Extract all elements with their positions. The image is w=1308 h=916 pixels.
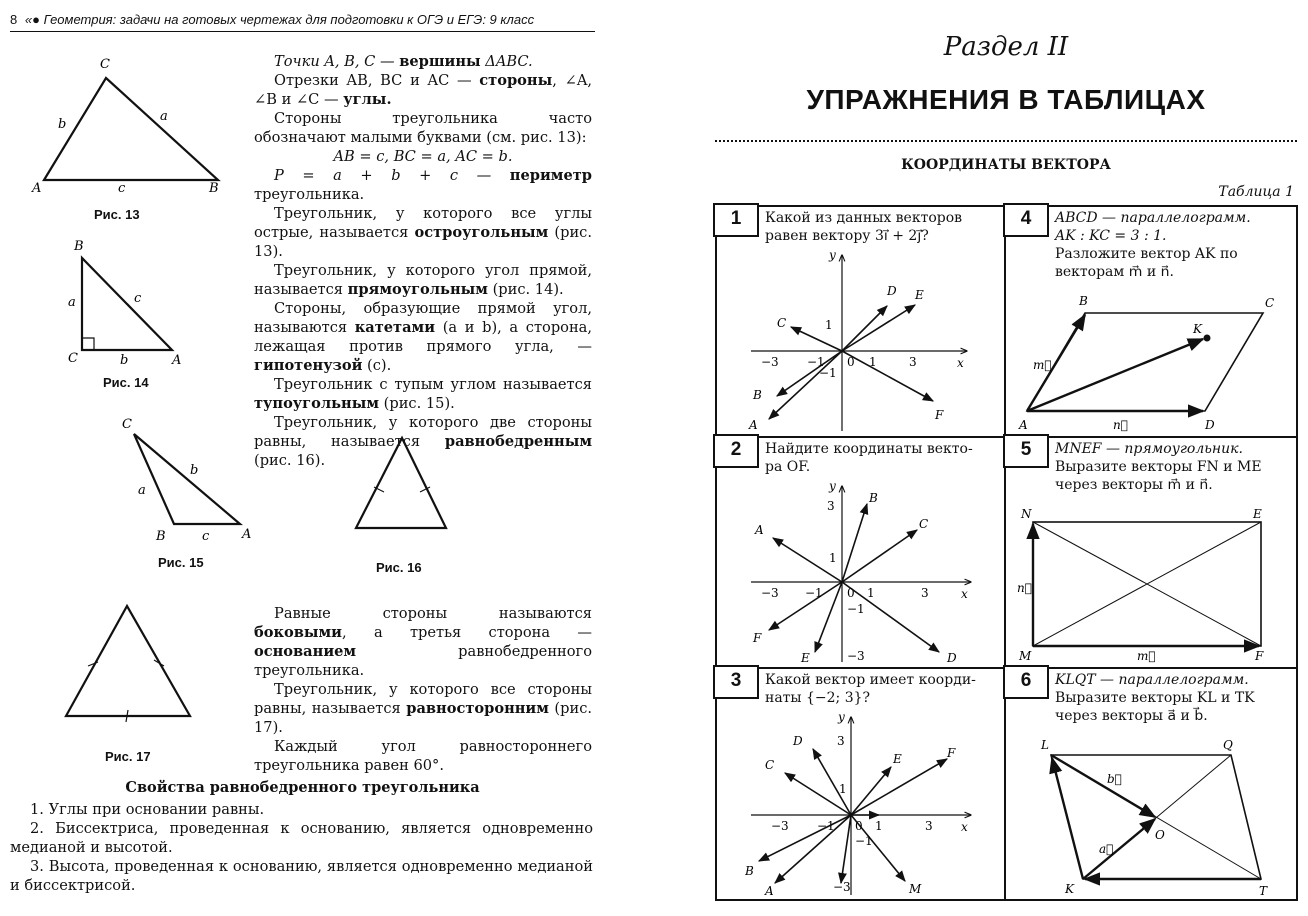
caption-fig17: Рис. 17 bbox=[105, 749, 151, 764]
caption-fig14: Рис. 14 bbox=[103, 375, 149, 390]
rectangle-figure-5 bbox=[1015, 504, 1290, 666]
svg-text:b⃗: b⃗ bbox=[1107, 772, 1122, 786]
figure-13 bbox=[28, 52, 228, 202]
svg-text:A: A bbox=[242, 527, 252, 542]
svg-text:B: B bbox=[156, 529, 166, 544]
table-label: Таблица 1 bbox=[1218, 184, 1294, 200]
svg-text:1: 1 bbox=[829, 551, 837, 565]
svg-text:D: D bbox=[1205, 418, 1215, 432]
svg-text:x: x bbox=[961, 587, 968, 601]
properties-title: Свойства равнобедренного треугольника bbox=[125, 779, 480, 796]
svg-text:a⃗: a⃗ bbox=[1099, 842, 1114, 856]
svg-text:−1: −1 bbox=[807, 355, 825, 369]
vertex-A: A bbox=[32, 181, 42, 196]
svg-text:O: O bbox=[1155, 828, 1165, 842]
svg-text:T: T bbox=[1259, 884, 1268, 898]
svg-text:D: D bbox=[887, 284, 897, 298]
svg-text:b: b bbox=[120, 353, 129, 368]
section-title: УПРАЖНЕНИЯ В ТАБЛИЦАХ bbox=[806, 84, 1206, 115]
svg-text:D: D bbox=[947, 651, 957, 665]
svg-text:C: C bbox=[777, 316, 787, 330]
svg-text:N: N bbox=[1021, 507, 1032, 521]
svg-text:n⃗: n⃗ bbox=[1017, 581, 1032, 595]
svg-text:0: 0 bbox=[847, 586, 855, 600]
list-item: 2. Биссектриса, проведенная к основанию, является одновременно медианой и высотой. bbox=[10, 820, 593, 856]
svg-text:−1: −1 bbox=[847, 602, 865, 616]
svg-text:1: 1 bbox=[825, 318, 833, 332]
svg-text:−3: −3 bbox=[833, 880, 851, 894]
list-item: 1. Углы при основании равны. bbox=[30, 801, 265, 818]
svg-text:1: 1 bbox=[839, 782, 847, 796]
svg-text:E: E bbox=[801, 651, 810, 665]
svg-text:F: F bbox=[1255, 649, 1264, 663]
svg-text:1: 1 bbox=[875, 819, 883, 833]
svg-text:−1: −1 bbox=[817, 819, 835, 833]
svg-text:B: B bbox=[869, 491, 878, 505]
svg-text:Q: Q bbox=[1223, 738, 1233, 752]
svg-text:E: E bbox=[893, 752, 902, 766]
svg-text:a: a bbox=[68, 295, 76, 310]
svg-text:1: 1 bbox=[869, 355, 877, 369]
vertex-C: C bbox=[100, 57, 110, 72]
table-subtitle: КООРДИНАТЫ ВЕКТОРА bbox=[901, 157, 1111, 173]
svg-text:C: C bbox=[1265, 296, 1275, 310]
svg-text:3: 3 bbox=[827, 499, 835, 513]
exercise-cell-6: 6 KLQT — параллелограмм. Выразите векторы KL и TK через векторы a⃗ и b⃗. L Q K T O b⃗ a⃗ bbox=[1005, 667, 1298, 901]
parallelogram-figure-4 bbox=[1015, 291, 1290, 435]
side-b: b bbox=[58, 117, 67, 132]
svg-text:1: 1 bbox=[867, 586, 875, 600]
svg-text:−3: −3 bbox=[771, 819, 789, 833]
svg-text:C: C bbox=[68, 351, 78, 366]
svg-text:x: x bbox=[957, 356, 964, 370]
vector-graph-2 bbox=[745, 480, 985, 665]
header-glyph: «● bbox=[24, 12, 40, 27]
svg-text:y: y bbox=[838, 711, 845, 724]
exercise-cell-4: 4 ABCD — параллелограмм. AK : KC = 3 : 1. Разложите вектор AK по векторам m⃗ и n⃗. A B C D K m⃗ n⃗ bbox=[1005, 205, 1298, 437]
svg-text:n⃗: n⃗ bbox=[1113, 418, 1128, 432]
svg-text:m⃗: m⃗ bbox=[1033, 358, 1052, 372]
svg-text:−1: −1 bbox=[805, 586, 823, 600]
svg-text:−3: −3 bbox=[847, 649, 865, 663]
svg-text:C: C bbox=[765, 758, 775, 772]
svg-text:y: y bbox=[829, 249, 836, 262]
page-number: 8 bbox=[10, 12, 18, 27]
svg-text:K: K bbox=[1065, 882, 1074, 896]
page-header bbox=[10, 12, 595, 32]
svg-text:B: B bbox=[745, 864, 754, 878]
svg-text:b: b bbox=[190, 463, 199, 478]
isosceles-definitions: Равные стороны называются боковыми, а третья сторона — основанием равнобедренного треугольника. Треугольник, у которого все стороны равны, называется равносторонним (рис. 17). Каждый угол равностороннего треугольника равен 60°. bbox=[254, 605, 593, 774]
exercise-cell-2: 2 Найдите координаты векто- ра OF. y x 3 1 −1 −3 0 1 3 −3 −1 B C A F E D bbox=[715, 436, 1005, 668]
svg-text:F: F bbox=[947, 746, 956, 760]
svg-text:3: 3 bbox=[921, 586, 929, 600]
side-c: c bbox=[118, 181, 126, 196]
vector-graph-1 bbox=[745, 249, 985, 434]
caption-fig13: Рис. 13 bbox=[94, 207, 140, 222]
svg-text:y: y bbox=[829, 480, 836, 493]
svg-text:B: B bbox=[1079, 294, 1088, 308]
svg-text:3: 3 bbox=[925, 819, 933, 833]
svg-text:0: 0 bbox=[855, 819, 863, 833]
figure-14 bbox=[62, 236, 192, 368]
svg-text:3: 3 bbox=[837, 734, 845, 748]
svg-text:A: A bbox=[172, 353, 182, 368]
svg-text:F: F bbox=[753, 631, 762, 645]
svg-text:M: M bbox=[909, 882, 922, 896]
figure-17 bbox=[58, 596, 204, 726]
side-a: a bbox=[160, 109, 168, 124]
svg-text:A: A bbox=[755, 523, 764, 537]
svg-text:E: E bbox=[1253, 507, 1262, 521]
book-title: Геометрия: задачи на готовых чертежах для подготовки к ОГЭ и ЕГЭ: 9 класс bbox=[43, 12, 535, 27]
svg-text:B: B bbox=[74, 239, 84, 254]
caption-fig16: Рис. 16 bbox=[376, 560, 422, 575]
svg-text:a: a bbox=[138, 483, 146, 498]
svg-text:M: M bbox=[1019, 649, 1032, 663]
svg-text:E: E bbox=[915, 288, 924, 302]
svg-text:A: A bbox=[1019, 418, 1028, 432]
parallelogram-figure-6 bbox=[1035, 735, 1291, 899]
exercise-cell-1: 1 Какой из данных векторов равен вектору 3i⃗ + 2j⃗? y x 1 −1 0 1 3 −3 −1 D E C B A F bbox=[715, 205, 1005, 437]
svg-text:C: C bbox=[122, 417, 132, 432]
caption-fig15: Рис. 15 bbox=[158, 555, 204, 570]
svg-text:L: L bbox=[1041, 738, 1049, 752]
svg-text:c: c bbox=[134, 291, 142, 306]
svg-text:−3: −3 bbox=[761, 355, 779, 369]
dotted-divider bbox=[715, 140, 1297, 142]
svg-text:−1: −1 bbox=[819, 366, 837, 380]
vector-graph-3 bbox=[745, 711, 985, 897]
svg-text:0: 0 bbox=[847, 355, 855, 369]
triangle-definitions: Точки A, B, C — вершины ΔABC. Отрезки AB, BC и AC — стороны, ∠A, ∠B и ∠C — углы. Стороны треугольника часто обозначают малыми буквами (см. рис. 13): AB = c, BC = a, AC = b. P = a + b + c — периметр треугольника. Треугольник, у которого все углы острые, называется остроугольным (рис. 13). Треугольник, у которого угол прямой, называется прямоугольным (рис. 14). Стороны, образующие прямой угол, называются катетами (a и b), а сторона, лежащая против прямого угла, — гипотенузой (c). Треугольник с тупым углом называется тупоугольным (рис. 15). Треугольник, у которого две стороны равны, называется равнобедренным (рис. 16). bbox=[254, 53, 593, 469]
svg-text:C: C bbox=[919, 517, 929, 531]
svg-text:x: x bbox=[961, 820, 968, 834]
svg-text:D: D bbox=[793, 734, 803, 748]
exercise-cell-5: 5 MNEF — прямоугольник. Выразите векторы FN и ME через векторы m⃗ и n⃗. N E M F n⃗ m⃗ bbox=[1005, 436, 1298, 668]
figure-15 bbox=[118, 412, 260, 546]
svg-text:B: B bbox=[753, 388, 762, 402]
svg-text:−3: −3 bbox=[761, 586, 779, 600]
list-item: 3. Высота, проведенная к основанию, является одновременно медианой и биссектрисой. bbox=[10, 858, 593, 894]
svg-text:A: A bbox=[765, 884, 774, 897]
section-label: Раздел II bbox=[943, 32, 1069, 62]
svg-text:m⃗: m⃗ bbox=[1137, 649, 1156, 663]
vertex-B: B bbox=[209, 181, 219, 196]
svg-text:c: c bbox=[202, 529, 210, 544]
properties-list bbox=[10, 800, 593, 895]
svg-text:3: 3 bbox=[909, 355, 917, 369]
exercise-cell-3: 3 Какой вектор имеет коорди- наты {−2; 3}? y x 3 1 −1 −3 0 1 3 −3 −1 D C E F B A M bbox=[715, 667, 1005, 901]
svg-text:A: A bbox=[749, 418, 758, 432]
svg-text:K: K bbox=[1193, 322, 1202, 336]
svg-text:F: F bbox=[935, 408, 944, 422]
svg-text:−1: −1 bbox=[855, 834, 873, 848]
